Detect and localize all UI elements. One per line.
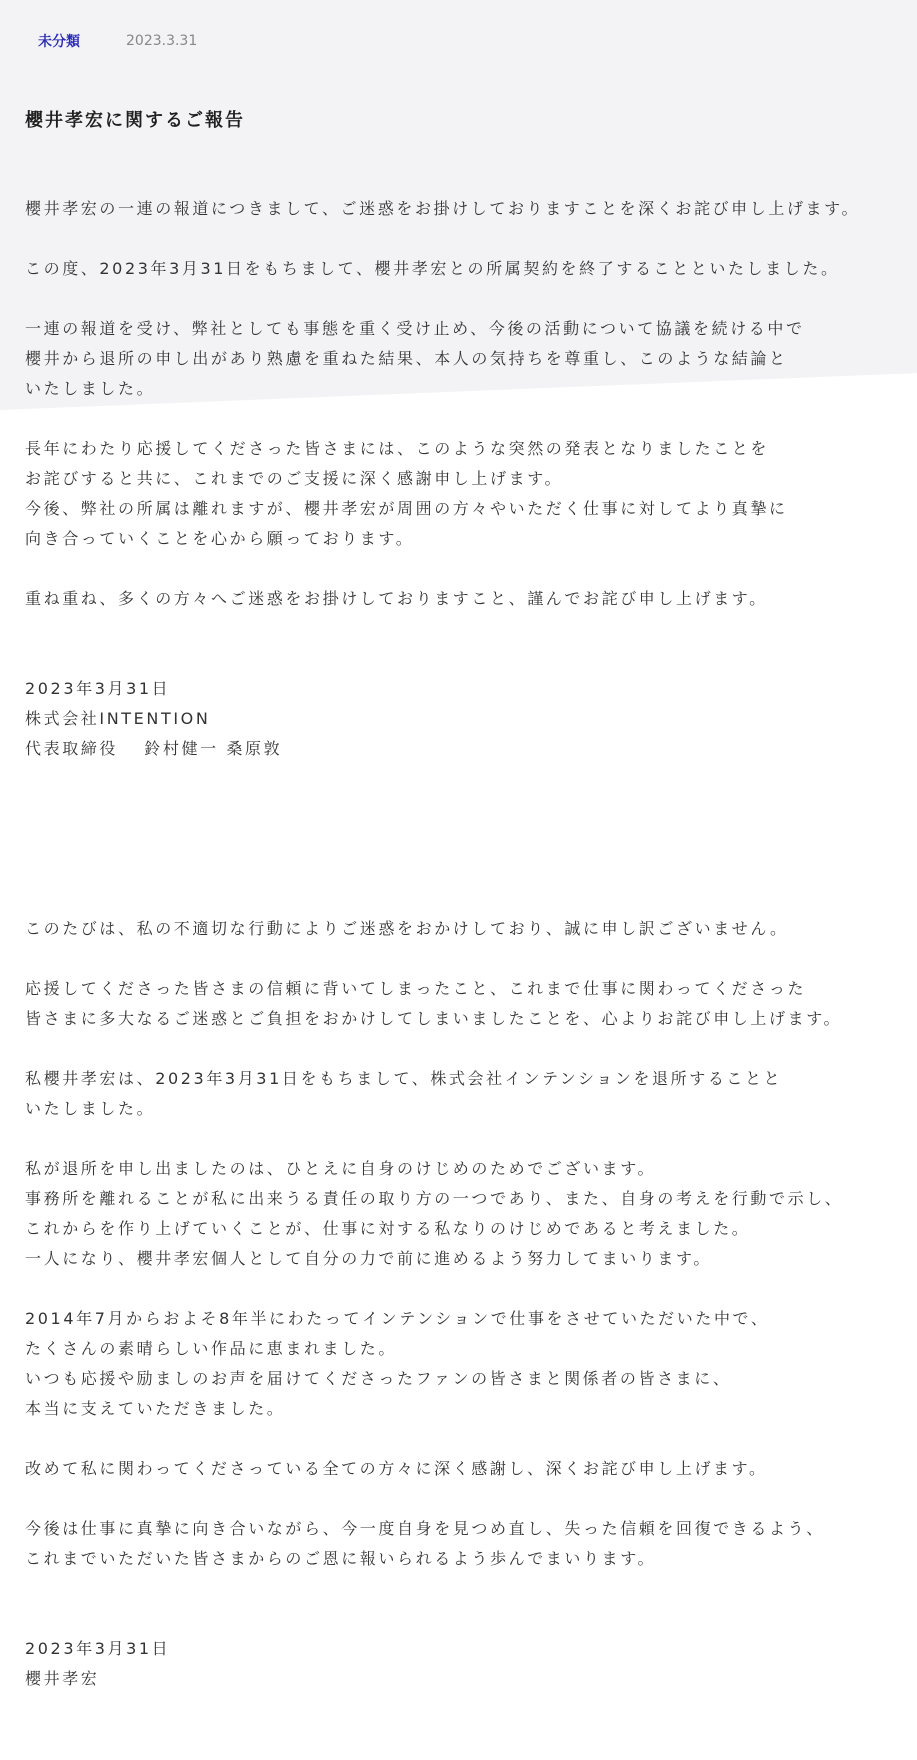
text-line: 2014年7月からおよそ8年半にわたってインテンションで仕事をさせていただいた中で、 bbox=[25, 1309, 770, 1328]
company-paragraph-4 bbox=[25, 434, 892, 554]
signature-date: 2023年3月31日 bbox=[25, 679, 171, 698]
personal-paragraph-4 bbox=[25, 1154, 892, 1274]
text-line: 改めて私に関わってくださっている全ての方々に深く感謝し、深くお詫び申し上げます。 bbox=[25, 1459, 768, 1478]
text-line: 向き合っていくことを心から願っております。 bbox=[25, 529, 415, 548]
personal-paragraph-7 bbox=[25, 1514, 892, 1574]
personal-statement bbox=[25, 914, 892, 1694]
text-line: いたしました。 bbox=[25, 1099, 156, 1118]
post-meta bbox=[25, 0, 892, 82]
text-line: いたしました。 bbox=[25, 379, 156, 398]
personal-paragraph-6 bbox=[25, 1454, 892, 1484]
text-line: 今後、弊社の所属は離れますが、櫻井孝宏が周囲の方々やいただく仕事に対してより真摯に bbox=[25, 499, 788, 518]
text-line: たくさんの素晴らしい作品に恵まれました。 bbox=[25, 1339, 398, 1358]
text-line: お詫びすると共に、これまでのご支援に深く感謝申し上げます。 bbox=[25, 469, 564, 488]
text-line: 応援してくださった皆さまの信頼に背いてしまったこと、これまで仕事に関わってくださった bbox=[25, 979, 807, 998]
personal-paragraph-1 bbox=[25, 914, 892, 944]
text-line: いつも応援や励ましのお声を届けてくださったファンの皆さまと関係者の皆さまに、 bbox=[25, 1369, 732, 1388]
text-line: 私櫻井孝宏は、2023年3月31日をもちまして、株式会社インテンションを退所することと bbox=[25, 1069, 783, 1088]
text-line: 皆さまに多大なるご迷惑とご負担をおかけしてしまいましたことを、心よりお詫び申し上げます。 bbox=[25, 1009, 843, 1028]
personal-paragraph-3 bbox=[25, 1064, 892, 1124]
text-line: 今後は仕事に真摯に向き合いながら、今一度自身を見つめ直し、失った信頼を回復できるよう、 bbox=[25, 1519, 825, 1538]
company-paragraph-1 bbox=[25, 194, 892, 224]
text-line: 一連の報道を受け、弊社としても事態を重く受け止め、今後の活動について協議を続ける中で bbox=[25, 319, 805, 338]
text-line: これからを作り上げていくことが、仕事に対する私なりのけじめであると考えました。 bbox=[25, 1219, 751, 1238]
personal-signature bbox=[25, 1634, 892, 1694]
personal-paragraph-5 bbox=[25, 1304, 892, 1424]
signature-date: 2023年3月31日 bbox=[25, 1639, 171, 1658]
signature-name: 櫻井孝宏 bbox=[25, 1669, 100, 1688]
text-line: 重ね重ね、多くの方々へご迷惑をお掛けしておりますこと、謹んでお詫び申し上げます。 bbox=[25, 589, 768, 608]
company-paragraph-3 bbox=[25, 314, 892, 404]
text-line: 事務所を離れることが私に出来うる責任の取り方の一つであり、また、自身の考えを行動で示し、 bbox=[25, 1189, 844, 1208]
text-line: 櫻井孝宏の一連の報道につきまして、ご迷惑をお掛けしておりますことを深くお詫び申し上げます。 bbox=[25, 199, 861, 218]
text-line: この度、2023年3月31日をもちまして、櫻井孝宏との所属契約を終了することといたしました。 bbox=[25, 259, 840, 278]
company-statement bbox=[25, 194, 892, 764]
personal-paragraph-2 bbox=[25, 974, 892, 1034]
company-signature bbox=[25, 674, 892, 764]
signature-representatives: 代表取締役 鈴村健一 桑原敦 bbox=[25, 739, 283, 758]
signature-company: 株式会社INTENTION bbox=[25, 709, 211, 728]
text-line: これまでいただいた皆さまからのご恩に報いられるよう歩んでまいります。 bbox=[25, 1549, 657, 1568]
article-title: 櫻井孝宏に関するご報告 bbox=[25, 110, 245, 131]
post-date: 2023.3.31 bbox=[126, 33, 198, 49]
text-line: 本当に支えていただきました。 bbox=[25, 1399, 286, 1418]
text-line: 長年にわたり応援してくださった皆さまには、このような突然の発表となりましたことを bbox=[25, 439, 770, 458]
text-line: このたびは、私の不適切な行動によりご迷惑をおかけしており、誠に申し訳ございません。 bbox=[25, 919, 789, 938]
company-paragraph-2 bbox=[25, 254, 892, 284]
company-paragraph-5 bbox=[25, 584, 892, 614]
text-line: 私が退所を申し出ましたのは、ひとえに自身のけじめのためでございます。 bbox=[25, 1159, 657, 1178]
text-line: 一人になり、櫻井孝宏個人として自分の力で前に進めるよう努力してまいります。 bbox=[25, 1249, 712, 1268]
category-link[interactable]: 未分類 bbox=[38, 34, 80, 50]
text-line: 櫻井から退所の申し出があり熟慮を重ねた結果、本人の気持ちを尊重し、このような結論と bbox=[25, 349, 788, 368]
